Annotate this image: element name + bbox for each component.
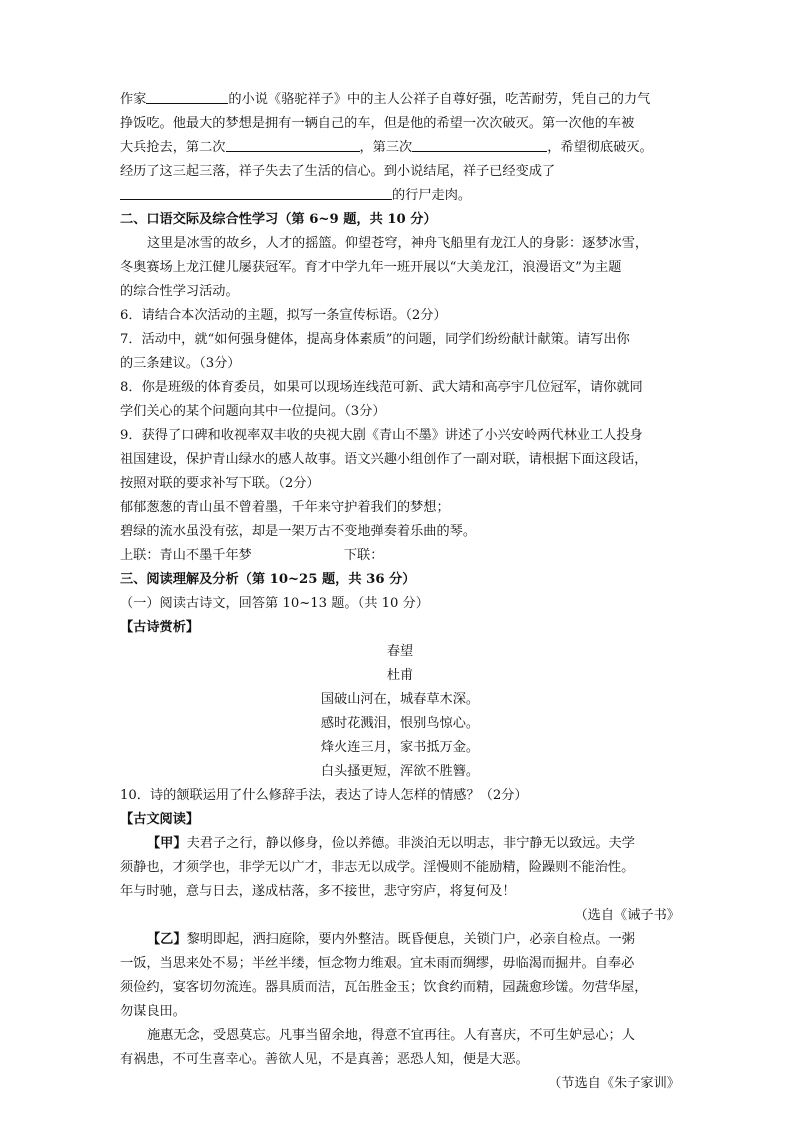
passage-jia-line: 须静也，才须学也，非学无以广才，非志无以成学。淫慢则不能励精，险躁则不能治性。 [120, 860, 635, 875]
intro-line-5 [120, 184, 680, 208]
prose-label: 【古文阅读】 [120, 812, 200, 827]
text: ，第三次 [359, 140, 413, 155]
passage-yi-line: 勿谋良田。 [120, 1004, 186, 1019]
ending-blank[interactable] [120, 184, 392, 200]
couplet-upper: 上联：青山不墨千年梦 [120, 548, 252, 563]
jia-mark: 【甲】 [147, 836, 187, 851]
intro-line-3 [120, 136, 680, 160]
intro-line-1 [120, 88, 680, 112]
text: 作家 [120, 92, 147, 107]
second-blank[interactable] [226, 136, 360, 152]
passage-yi-line: 一饭，当思来处不易；半丝半缕，恒念物力维艰。宜未雨而绸缪，毋临渴而掘井。自奉必 [120, 956, 635, 971]
question-9-cont: 按照对联的要求补写下联。（2分） [120, 476, 320, 491]
paragraph: 这里是冰雪的故乡，人才的摇篮。仰望苍穹，神舟飞船里有龙江人的身影：逐梦冰雪， [147, 236, 649, 251]
source-note: （节选自《朱子家训》 [548, 1076, 680, 1091]
yi-mark: 【乙】 [147, 932, 187, 947]
couplet-line [120, 544, 680, 568]
poem-author: 杜甫 [386, 668, 414, 683]
poem-line: 国破山河在，城春草木深。 [320, 692, 480, 707]
poem-line: 感时花溅泪，恨别鸟惊心。 [320, 716, 480, 731]
couplet-lower-label: 下联： [343, 548, 384, 563]
paragraph: 的综合性学习活动。 [120, 284, 239, 299]
text: 黎明即起，洒扫庭除，要内外整洁。既昏便息，关锁门户，必亲自检点。一粥 [186, 932, 635, 947]
intro-line-4 [120, 160, 680, 184]
subsection-heading: （一）阅读古诗文，回答第 10~13 题。（共 10 分） [120, 596, 429, 611]
passage-jia-line: 年与时驰，意与日去，遂成枯落，多不接世，悲守穷庐，将复何及！ [120, 884, 516, 899]
exam-page [120, 88, 680, 1096]
question-9: 9．获得了口碑和收视率双丰收的央视大剧《青山不墨》讲述了小兴安岭两代林业工人投身 [120, 428, 643, 443]
intro-line-2: 挣饭吃。他最大的梦想是拥有一辆自己的车，但是他的希望一次次破灭。第一次他的车被 [120, 116, 635, 131]
question-8-cont: 学们关心的某个问题向其中一位提问。（3分） [120, 404, 386, 419]
text: 大兵抢去，第二次 [120, 140, 226, 155]
question-6: 6．请结合本次活动的主题，拟写一条宣传标语。（2分） [120, 308, 447, 323]
question-7-cont: 的三条建议。（3分） [120, 356, 241, 371]
passage-jia-line [120, 832, 680, 856]
question-7: 7．活动中，就“如何强身健体，提高身体素质”的问题，同学们纷纷献计献策。请写出你 [120, 332, 630, 347]
poem-title: 春望 [386, 644, 414, 659]
text: ，希望彻底破灭。 [547, 140, 653, 155]
passage-yi-line: 有祸患，不可生喜幸心。善欲人见，不是真善；恶恐人知，便是大恶。 [120, 1052, 529, 1067]
passage-line: 郁郁葱葱的青山虽不曾着墨，千年来守护着我们的梦想； [120, 500, 450, 515]
source-note: （选自《诫子书》 [574, 908, 680, 923]
passage-line: 碧绿的流水虽没有弦，却是一架万古不变地弹奏着乐曲的琴。 [120, 524, 477, 539]
poem-line: 烽火连三月，家书抵万金。 [320, 740, 480, 755]
third-blank[interactable] [412, 136, 547, 152]
question-8: 8．你是班级的体育委员，如果可以现场连线范可新、武大靖和高亭宇几位冠军，请你就同 [120, 380, 643, 395]
text: 夫君子之行，静以修身，俭以养德。非淡泊无以明志，非宁静无以致远。夫学 [186, 836, 635, 851]
passage-yi-line: 须俭约，宴客切勿流连。器具质而洁，瓦缶胜金玉；饮食约而精，园蔬愈珍馐。勿营华屋， [120, 980, 648, 995]
section2-heading: 二、口语交际及综合性学习（第 6~9 题，共 10 分） [120, 212, 437, 227]
passage-yi-line: 施惠无念，受恩莫忘。凡事当留余地，得意不宜再往。人有喜庆，不可生妒忌心；人 [147, 1028, 635, 1043]
question-9-cont: 祖国建设，保护青山绿水的感人故事。语文兴趣小组创作了一副对联，请根据下面这段话， [120, 452, 648, 467]
passage-yi-line [120, 928, 680, 952]
author-blank[interactable] [146, 88, 228, 104]
text: 经历了这三起三落，祥子失去了生活的信心。到小说结尾，祥子已经变成了 [120, 164, 556, 179]
text: 的行尸走肉。 [392, 188, 472, 203]
question-10: 10．诗的颔联运用了什么修辞手法，表达了诗人怎样的情感？（2分） [120, 788, 528, 803]
poem-label: 【古诗赏析】 [120, 620, 200, 635]
section3-heading: 三、阅读理解及分析（第 10~25 题，共 36 分） [120, 572, 416, 587]
paragraph: 冬奥赛场上龙江健儿屡获冠军。育才中学九年一班开展以“大美龙江，浪漫语文”为主题 [120, 260, 622, 275]
poem-line: 白头搔更短，浑欲不胜簪。 [320, 764, 480, 779]
text: 的小说《骆驼祥子》中的主人公祥子自尊好强，吃苦耐劳，凭自己的力气 [228, 92, 651, 107]
